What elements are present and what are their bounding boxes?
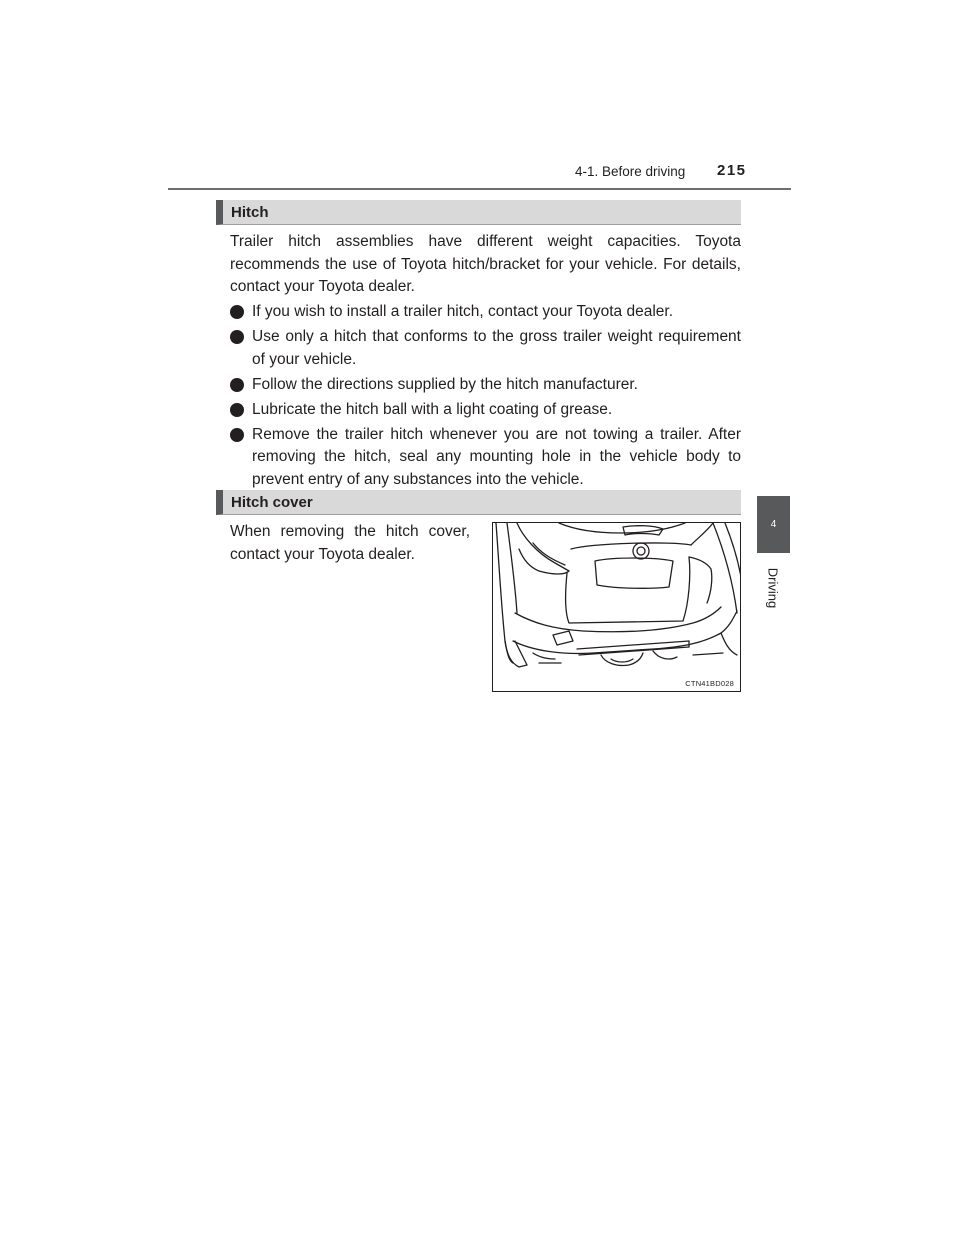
chapter-tab[interactable] [757, 496, 790, 553]
hitch-content [230, 231, 741, 491]
hitch-intro: Trailer hitch assemblies have different weight capacities. Toyota recommends the use of Toyota hitch/bracket for your vehicle. For details, contact your Toyota dealer. [230, 233, 741, 295]
hitch-cover-text: When removing the hitch cover, contact your Toyota dealer. [230, 523, 470, 563]
list-item: Remove the trailer hitch whenever you are not towing a trailer. After removing the hitch, seal any mounting hole in the vehicle body to prevent entry of any substances into the vehicle. [230, 424, 741, 492]
chapter-label: Driving [765, 567, 781, 609]
bullet-icon [230, 403, 244, 417]
list-item: Lubricate the hitch ball with a light coating of grease. [230, 399, 741, 422]
bullet-icon [230, 378, 244, 392]
car-rear-icon [493, 523, 741, 692]
header-section-title: 4-1. Before driving [575, 164, 686, 179]
section-title: Hitch [231, 203, 269, 221]
header-divider [168, 188, 791, 190]
bullet-icon [230, 305, 244, 319]
vehicle-rear-illustration [492, 522, 741, 692]
section-heading-hitch-cover [216, 490, 741, 515]
page-number: 215 [717, 162, 747, 179]
section-heading-hitch [216, 200, 741, 225]
chapter-number: 4 [770, 519, 777, 530]
figure-code: CTN41BD028 [685, 679, 734, 688]
list-item: If you wish to install a trailer hitch, contact your Toyota dealer. [230, 301, 741, 324]
section-title: Hitch cover [231, 493, 313, 511]
list-item: Use only a hitch that conforms to the gross trailer weight requirement of your vehicle. [230, 326, 741, 371]
hitch-bullet-list [230, 301, 741, 491]
bullet-icon [230, 428, 244, 442]
list-item: Follow the directions supplied by the hitch manufacturer. [230, 374, 741, 397]
bullet-icon [230, 330, 244, 344]
